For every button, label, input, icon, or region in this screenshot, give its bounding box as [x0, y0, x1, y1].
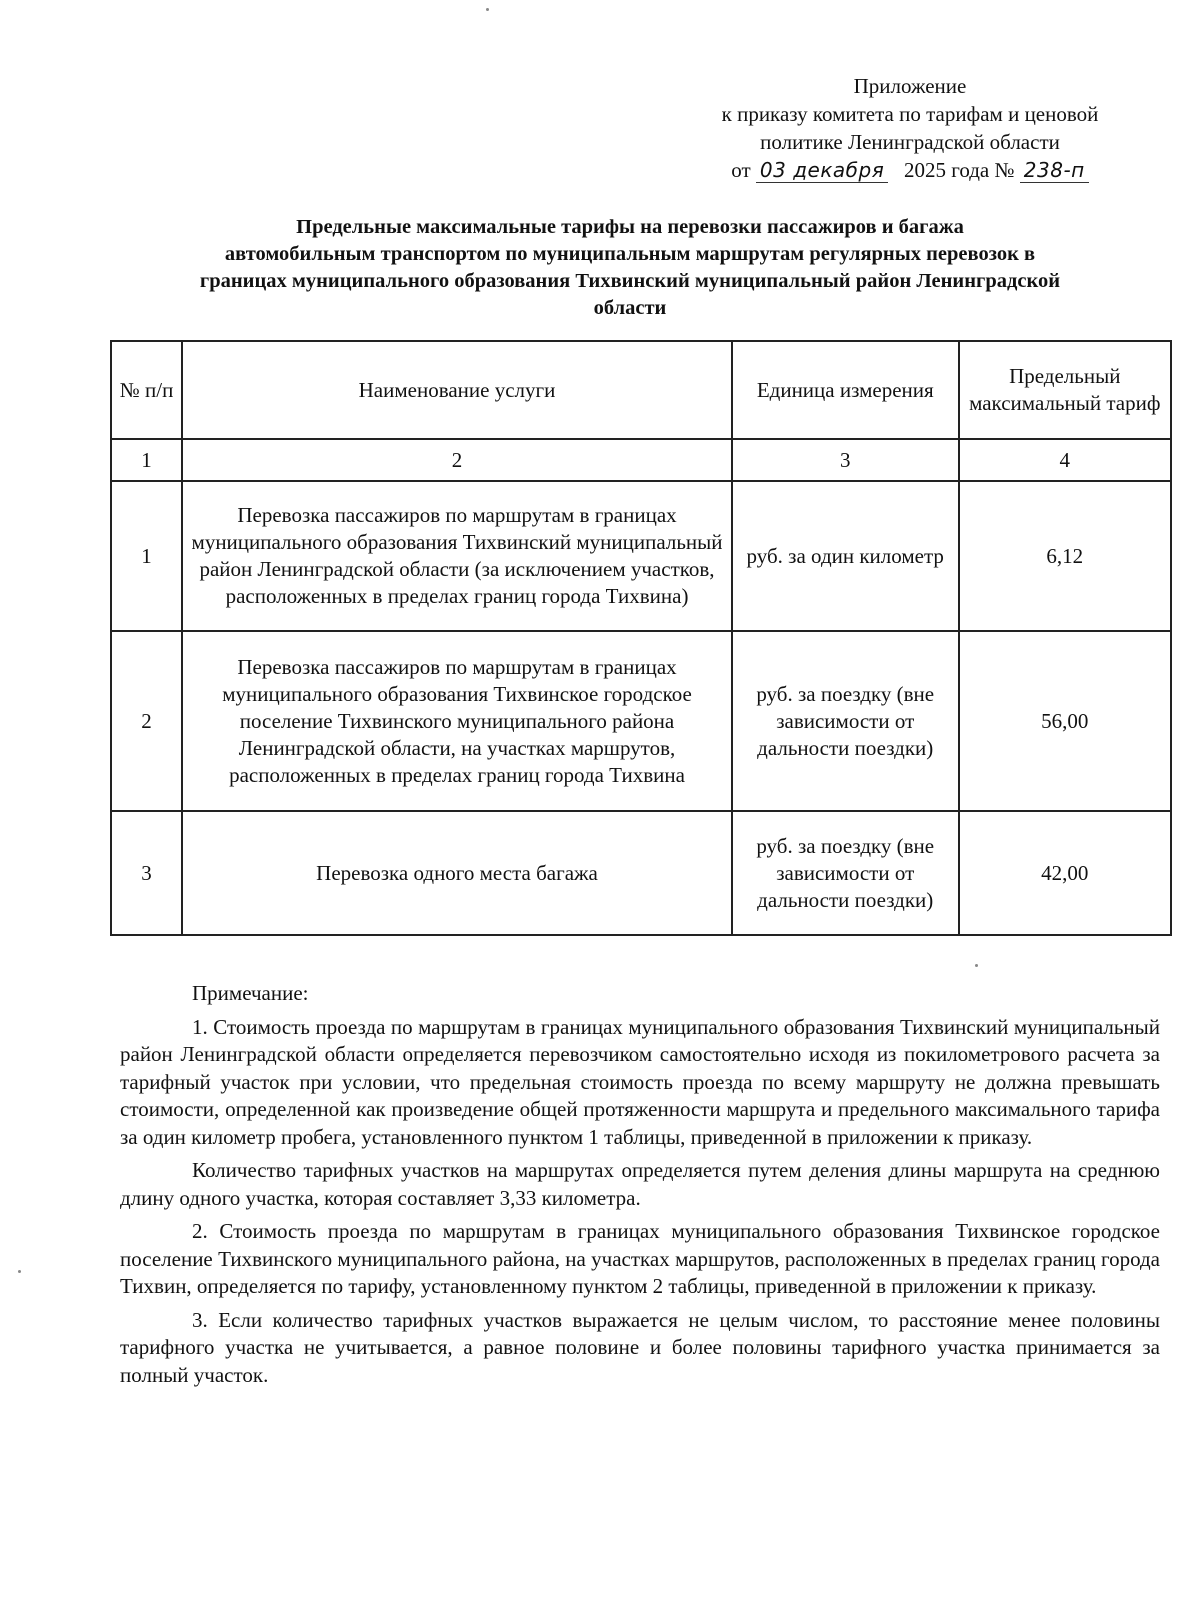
row-number: 2	[111, 631, 182, 811]
row-service: Перевозка одного места багажа	[182, 811, 732, 935]
row-unit: руб. за поездку (вне зависимости от дальности поездки)	[732, 811, 959, 935]
table-header-row	[111, 341, 1171, 439]
appendix-label: Приложение	[853, 74, 967, 98]
scan-speck	[18, 1270, 21, 1273]
header-tariff: Предельный максимальный тариф	[959, 341, 1171, 439]
row-service: Перевозка пассажиров по маршрутам в границах муниципального образования Тихвинское городское поселение Тихвинского муниципального района Ленинградской области, на участках маршрутов, расположенных в пределах границ города Тихвина	[182, 631, 732, 811]
title-line-1: Предельные максимальные тарифы на перевозки пассажиров и багажа	[296, 216, 964, 238]
title-line-4: области	[593, 297, 667, 319]
appendix-committee: политике Ленинградской области	[760, 130, 1060, 154]
header-unit: Единица измерения	[732, 341, 959, 439]
scan-speck	[975, 964, 978, 967]
scan-speck	[486, 8, 489, 11]
row-number: 3	[111, 811, 182, 935]
row-tariff: 42,00	[959, 811, 1171, 935]
appendix-header	[640, 72, 1180, 184]
row-number: 1	[111, 481, 182, 631]
appendix-date-line	[640, 156, 1180, 184]
notes-section	[120, 980, 1160, 1395]
row-unit: руб. за поездку (вне зависимости от дальности поездки)	[732, 631, 959, 811]
header-number: № п/п	[111, 341, 182, 439]
date-prefix: от	[731, 158, 751, 182]
note-paragraph: 1. Стоимость проезда по маршрутам в границах муниципального образования Тихвинский муниципальный район Ленинградской области определяется перевозчиком самостоятельно исходя из покилометрового расчета за тарифный участок при условии, что предельная стоимость проезда по всему маршруту не должна превышать стоимости, определенной как произведение общей протяженности маршрута и предельного максимального тарифа за один километр пробега, установленного пунктом 1 таблицы, приведенной в приложении к приказу.	[120, 1014, 1160, 1149]
row-tariff: 56,00	[959, 631, 1171, 811]
row-service: Перевозка пассажиров по маршрутам в границах муниципального образования Тихвинский муниципальный район Ленинградской области (за исключением участков, расположенных в пределах границ города Тихвина)	[182, 481, 732, 631]
column-number-row	[111, 439, 1171, 481]
year-text: 2025 года №	[904, 158, 1015, 182]
note-paragraph: 2. Стоимость проезда по маршрутам в границах муниципального образования Тихвинское городское поселение Тихвинского муниципального района, на участках маршрутов, расположенных в пределах границ города Тихвин, определяется по тарифу, установленному пунктом 2 таблицы, приведенной в приложении к приказу.	[120, 1219, 1160, 1298]
header-service: Наименование услуги	[182, 341, 732, 439]
tariff-table	[110, 340, 1172, 936]
column-number: 2	[182, 439, 732, 481]
column-number: 1	[111, 439, 182, 481]
document-title	[100, 214, 1160, 322]
handwritten-date: 03 декабря	[756, 158, 888, 183]
title-line-3: границах муниципального образования Тихвинский муниципальный район Ленинградской	[199, 270, 1061, 292]
handwritten-order-number: 238-п	[1020, 158, 1089, 183]
row-tariff: 6,12	[959, 481, 1171, 631]
column-number: 4	[959, 439, 1171, 481]
row-unit: руб. за один километр	[732, 481, 959, 631]
table-row	[111, 481, 1171, 631]
appendix-order-ref: к приказу комитета по тарифам и ценовой	[721, 102, 1099, 126]
notes-title: Примечание:	[192, 981, 309, 1005]
note-paragraph: 3. Если количество тарифных участков выражается не целым числом, то расстояние менее половины тарифного участка не учитывается, а равное половине и более половины тарифного участка принимается за полный участок.	[120, 1307, 1160, 1387]
title-line-2: автомобильным транспортом по муниципальным маршрутам регулярных перевозок в	[224, 243, 1036, 265]
table-row	[111, 631, 1171, 811]
note-paragraph: Количество тарифных участков на маршрутах определяется путем деления длины маршрута на среднюю длину одного участка, которая составляет 3,33 километра.	[120, 1158, 1160, 1210]
table-row	[111, 811, 1171, 935]
column-number: 3	[732, 439, 959, 481]
